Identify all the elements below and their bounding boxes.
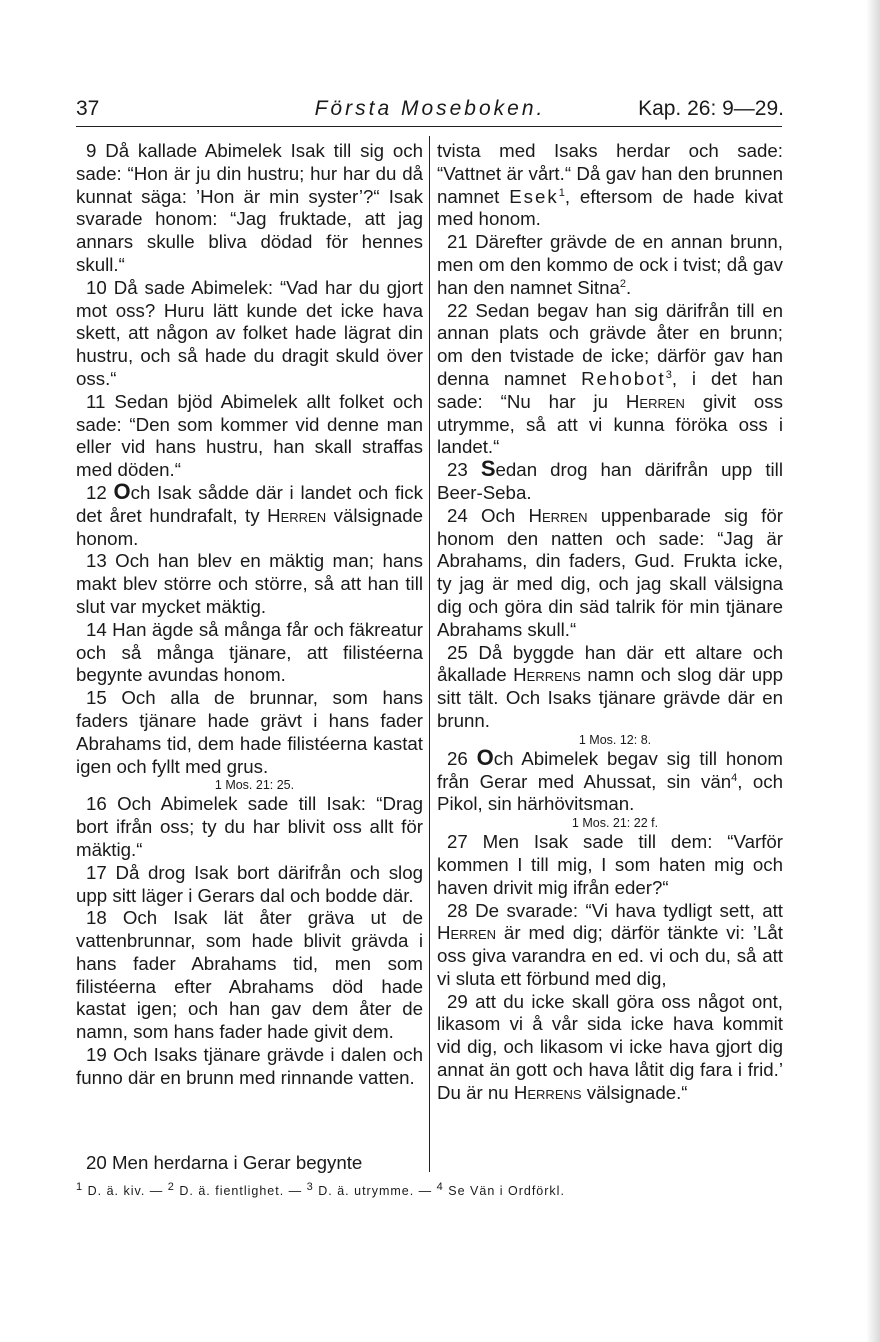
verse-29: 29 att du icke skall göra oss något ont, likasom vi å vår sida icke hava kommit vid dig, och likasom vi icke hava gjort dig annat än gott och hava låtit dig fara i frid.’ Du är nu Herrens välsignade.“ [437, 990, 783, 1103]
chapter-reference: Kap. 26: 9—29. [638, 97, 784, 120]
verse-20-start: 20 Men herdarna i Gerar begynte [86, 1152, 363, 1173]
book-title: Första Moseboken. [314, 97, 546, 120]
divine-name: Herrens [513, 664, 581, 686]
footnote-marker: 4 [731, 771, 738, 784]
drop-initial: S [480, 456, 496, 482]
verse-27: 27 Men Isak sade till dem: “Varför kommen I till mig, I som haten mig och haven drivit mig ifrån eder?“ [437, 831, 783, 898]
verse-25: 25 Då byggde han där ett altare och åkallade Herrens namn och slog där upp sitt tält. Och Isaks tjänare grävde där en brunn. [437, 641, 783, 731]
verse-28: 28 De svarade: “Vi hava tydligt sett, att Herren är med dig; därför tänkte vi: ’Låt oss giva varandra en ed. vi och du, så att vi sluta ett förbund med dig, [437, 899, 783, 989]
verse-17: 17 Då drog Isak bort därifrån och slog upp sitt läger i Gerars dal och bodde där. [76, 861, 423, 906]
footnote-marker: 3 [665, 368, 672, 381]
verse-18: 18 Och Isak lät åter gräva ut de vattenbrunnar, som hade blivit grävda i hans fader Abrahams tid, men som filistéerna efter Abrahams död hade kastat igen; och han gav dem åter de namn, som hans fader hade givit dem. [76, 907, 423, 1043]
column-divider [429, 136, 430, 1172]
page-number: 37 [76, 97, 100, 120]
divine-name: Herren [625, 390, 685, 412]
page-edge-shadow [866, 0, 880, 1342]
verse-19: 19 Och Isaks tjänare grävde i dalen och funno där en brunn med rinnande vatten. [76, 1044, 423, 1088]
verse-number: 26 [447, 747, 468, 769]
verse-22: 22 Sedan begav han sig därifrån till en annan plats och grävde åter en brunn; om den tvistade de icke; därför gav han denna namnet Rehobot$^3$, i det han sade: “Nu har ju Herren givit oss utrymme, så att vi kunna föröka oss i landet.“ [437, 299, 783, 458]
cross-reference: 1 Mos. 21: 22 f. [571, 816, 659, 831]
verse-16: 16 Och Abimelek sade till Isak: “Drag bort ifrån oss; ty du har blivit oss allt för mäktig.“ [76, 793, 423, 860]
footnote-text: D. ä. fientlighet. — [174, 1184, 307, 1198]
verse-9: 9 Då kallade Abimelek Isak till sig och sade: “Hon är ju din hustru; hur har du då kunnat säga: ’Hon är min syster’?“ Isak svarade honom: “Jag fruktade, att jag annars skulle bliva dödad för hennes skull.“ [76, 140, 423, 275]
divine-name: Herren [437, 922, 497, 944]
verse-20-continued: tvista med Isaks herdar och sade: “Vattnet är vårt.“ Då gav han den brunnen namnet Esek$^1$, eftersom de hade kivat med honom. [437, 140, 783, 230]
drop-initial: O [476, 744, 494, 770]
header-rule [76, 126, 782, 127]
verse-21: 21 Därefter grävde de en annan brunn, men om den kommo de ock i tvist; då gav han den namnet Sitna$^2$. [437, 231, 783, 298]
verse-24: 24 Och Herren uppenbarade sig för honom den natten och sade: “Jag är Abrahams, din faders, Gud. Frukta icke, ty jag är med dig, och jag skall välsigna dig och göra din säd talrik för min tjänare Abrahams skull.“ [437, 504, 783, 640]
footnote-number: 1 [76, 1180, 84, 1193]
verse-13: 13 Och han blev en mäktig man; hans makt blev större och större, så att han till slut var mycket mäktig. [76, 550, 423, 617]
divine-name: Herrens [513, 1081, 582, 1103]
verse-26: 26 Och Abimelek begav sig till honom från Gerar med Ahussat, sin vän$^4$, och Pikol, sin härhövitsman. [437, 744, 784, 815]
verse-23: 23 Sedan drog han därifrån upp till Beer-Seba. [437, 456, 783, 503]
verse-15: 15 Och alla de brunnar, som hans faders tjänare hade grävt i hans fader Abrahams tid, dem hade filistéerna kastat igen och fyllt med grus. [76, 687, 423, 777]
verse-number: 23 [447, 459, 468, 481]
footnote-text: D. ä. kiv. — [83, 1184, 168, 1198]
drop-initial: O [113, 478, 131, 504]
footnote-number: 3 [306, 1180, 314, 1193]
verse-10: 10 Då sade Abimelek: “Vad har du gjort mot oss? Huru lätt kunde det icke hava skett, att någon av folket hade lägrat din hustru, och så hade du dragit skuld över oss.“ [76, 276, 423, 389]
cross-reference: 1 Mos. 12: 8. [578, 732, 652, 747]
place-name: Rehobot [581, 367, 666, 389]
divine-name: Herren [267, 504, 327, 526]
footnote-marker: 1 [558, 186, 565, 199]
footnote-marker: 2 [619, 277, 626, 290]
footnote-number: 2 [167, 1180, 175, 1193]
left-column [76, 140, 423, 1090]
cross-reference: 1 Mos. 21: 25. [214, 778, 295, 793]
divine-name: Herren [528, 504, 588, 526]
footnotes [76, 1180, 784, 1198]
verse-11: 11 Sedan bjöd Abimelek allt folket och sade: “Den som kommer vid denne man eller vid hans hustru, han skall straffas med döden.“ [76, 390, 423, 481]
right-column [437, 140, 783, 1105]
place-name: Esek [509, 185, 559, 207]
verse-14: 14 Han ägde så många får och fäkreatur och så många tjänare, att filistéerna begynte avundas honom. [76, 618, 423, 686]
verse-12: 12 Och Isak sådde där i landet och fick det året hundrafalt, ty Herren välsignade honom. [76, 478, 423, 549]
footnote-number: 4 [436, 1180, 444, 1193]
footnote-text: D. ä. utrymme. — [313, 1184, 437, 1198]
footnote-text: Se Vän i Ordförkl. [443, 1184, 565, 1198]
verse-number: 12 [86, 481, 107, 503]
